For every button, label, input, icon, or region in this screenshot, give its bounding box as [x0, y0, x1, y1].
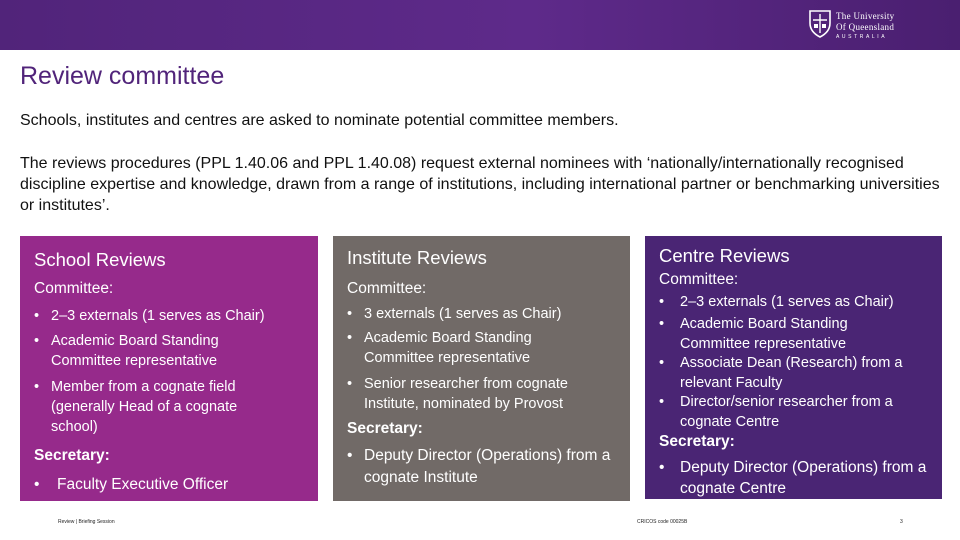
- list-item: • Deputy Director (Operations) from a cognate Centre: [659, 459, 927, 497]
- committee-label: Committee:: [659, 271, 739, 288]
- page-title: Review committee: [20, 62, 225, 90]
- list-item: • 2–3 externals (1 serves as Chair): [659, 294, 894, 310]
- secretary-label: Secretary:: [347, 420, 423, 437]
- university-logo: [808, 9, 918, 41]
- list-item: • 2–3 externals (1 serves as Chair): [34, 308, 265, 324]
- card-heading: School Reviews: [34, 249, 166, 270]
- list-item: • Senior researcher from cognate Institute, nominated by Provost: [347, 376, 568, 412]
- page-number: 3: [900, 519, 903, 525]
- card-heading: Institute Reviews: [347, 247, 487, 268]
- committee-label: Committee:: [347, 280, 427, 297]
- header-bar: [0, 0, 960, 50]
- list-item: • Academic Board Standing Committee representative: [34, 333, 219, 369]
- list-item: • Academic Board Standing Committee representative: [347, 330, 532, 366]
- school-reviews-card: [20, 236, 318, 501]
- logo-line-3: AUSTRALIA: [836, 34, 888, 40]
- list-item: • Director/senior researcher from a cognate Centre: [659, 394, 893, 430]
- footer-left: Review | Briefing Session: [58, 519, 115, 525]
- intro-paragraph: Schools, institutes and centres are asked to nominate potential committee members.: [20, 112, 619, 129]
- list-item: • Member from a cognate field (generally Head of a cognate school): [34, 379, 238, 435]
- institute-reviews-card: [333, 236, 630, 501]
- crest-icon: [808, 9, 832, 39]
- list-item: • Academic Board Standing Committee representative: [659, 316, 848, 352]
- procedures-paragraph: The reviews procedures (PPL 1.40.06 and PPL 1.40.08) request external nominees with ‘nationally/internationally recognised discipline expertise and knowledge, drawn from a range of institutions, including international partner or benchmarking universities or institutes’.: [20, 155, 940, 214]
- secretary-label: Secretary:: [34, 447, 110, 464]
- footer-cricos: CRICOS code 00025B: [637, 519, 688, 525]
- card-heading: Centre Reviews: [659, 245, 790, 266]
- list-item: • Associate Dean (Research) from a relevant Faculty: [659, 355, 903, 391]
- secretary-label: Secretary:: [659, 433, 735, 450]
- list-item: • 3 externals (1 serves as Chair): [347, 306, 562, 322]
- centre-reviews-card: [645, 236, 942, 499]
- logo-line-1: The University: [836, 11, 895, 21]
- list-item: • Faculty Executive Officer: [34, 476, 229, 493]
- logo-line-2: Of Queensland: [836, 22, 895, 32]
- list-item: • Deputy Director (Operations) from a cognate Institute: [347, 447, 611, 486]
- committee-label: Committee:: [34, 280, 114, 297]
